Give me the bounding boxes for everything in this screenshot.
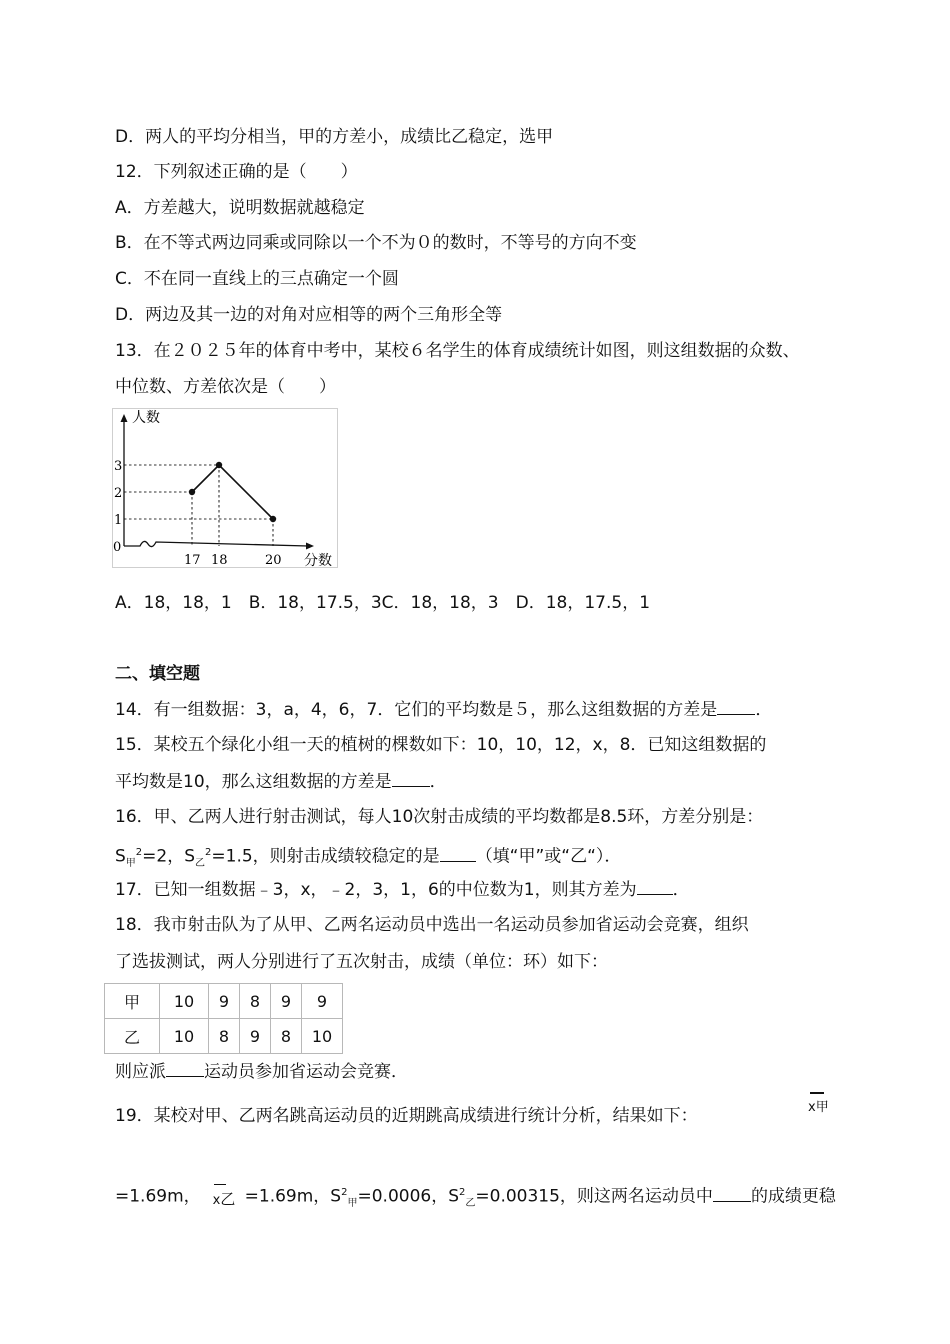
- q18-stem-line1: 18．我市射击队为了从甲、乙两名运动员中选出一名运动员参加省运动会竞赛，组织: [115, 915, 749, 935]
- q19-mean-jia: =1.69m，: [115, 1186, 201, 1207]
- q16-sup-1: 2: [135, 847, 143, 858]
- x-tick-label: 0: [113, 540, 122, 555]
- table-cell: 10: [160, 984, 209, 1019]
- q19-sup-2: 2: [459, 1187, 466, 1198]
- series-line: [192, 465, 273, 519]
- q19-x-sub-jia: 甲: [815, 1100, 829, 1115]
- x-tick-label: 17: [184, 553, 201, 568]
- data-point: [189, 489, 195, 495]
- table-cell: 8: [271, 1019, 302, 1054]
- q17-period: ．: [672, 880, 690, 900]
- q17-stem: [115, 878, 690, 901]
- x-tick-label: 18: [211, 553, 228, 568]
- q16-tail: （填“甲”或“乙“）．: [475, 846, 622, 867]
- q19-sub-yi: 乙: [465, 1198, 476, 1210]
- q19-x-symbol-1: x: [808, 1100, 816, 1115]
- q16-value-2: =1.5，则射击成绩较稳定的是: [211, 846, 440, 867]
- q18-text-a: 则应派: [115, 1062, 166, 1082]
- q11-option-d: D．两人的平均分相当，甲的方差小，成绩比乙稳定，选甲: [115, 127, 554, 147]
- q12-option-a: A．方差越大，说明数据就越稳定: [115, 198, 365, 218]
- q18-after-table: [115, 1060, 408, 1083]
- overline: [214, 1184, 226, 1186]
- x-axis-arrow: [306, 543, 314, 550]
- q16-sup-2: 2: [205, 847, 212, 858]
- q12-option-c: C．不在同一直线上的三点确定一个圆: [115, 269, 399, 289]
- table-cell: 10: [160, 1019, 209, 1054]
- q17-answer-blank[interactable]: [637, 878, 673, 895]
- q18-answer-blank[interactable]: [166, 1060, 204, 1077]
- table-cell: 9: [240, 1019, 271, 1054]
- q13-stem-line2: 中位数、方差依次是（ ）: [115, 377, 336, 397]
- y-axis-arrow: [121, 414, 128, 422]
- q19-xbar-yi-symbol: [213, 1188, 236, 1212]
- q19-mean-yi: =1.69m，S: [244, 1186, 342, 1207]
- q16-s-symbol: S: [115, 846, 126, 867]
- q16-stem-line1: 16．甲、乙两人进行射击测试，每人10次射击成绩的平均数都是8.5环，方差分别是：: [115, 807, 764, 827]
- q19-x-symbol-2: x: [212, 1192, 221, 1208]
- q19-answer-blank[interactable]: [713, 1185, 751, 1202]
- q15-text: 平均数是10，那么这组数据的方差是: [115, 772, 392, 792]
- table-cell: 10: [302, 1019, 343, 1054]
- x-tick-label: 20: [265, 553, 282, 568]
- q16-stem-line2: [115, 842, 621, 875]
- table-row: [105, 1019, 343, 1054]
- row-name-yi: 乙: [105, 1019, 160, 1054]
- q19-sup-1: 2: [341, 1187, 348, 1198]
- y-tick-label: 3: [114, 459, 123, 474]
- y-axis-label: 人数: [132, 410, 160, 426]
- data-point: [216, 462, 222, 468]
- data-point: [270, 516, 276, 522]
- table-row: [105, 984, 343, 1019]
- q19-x-sub-yi: 乙: [220, 1189, 236, 1208]
- q13-line-chart: [112, 408, 338, 568]
- x-axis-label: 分数: [304, 553, 332, 568]
- q12-stem: 12．下列叙述正确的是（ ）: [115, 162, 358, 182]
- y-tick-label: 2: [114, 486, 123, 501]
- q12-option-b: B．在不等式两边同乘或同除以一个不为０的数时，不等号的方向不变: [115, 233, 637, 253]
- q18-stem-line2: 了选拔测试，两人分别进行了五次射击，成绩（单位：环）如下：: [115, 952, 608, 972]
- row-name-jia: 甲: [105, 984, 160, 1019]
- q16-sub-yi: 乙: [195, 858, 206, 870]
- q19-xbar-jia: [808, 1096, 829, 1115]
- table-cell: 8: [240, 984, 271, 1019]
- y-tick-label: 1: [114, 513, 123, 528]
- section-fill-in-title: 二、填空题: [115, 664, 200, 684]
- q19-var-jia: =0.0006，S: [357, 1186, 460, 1207]
- q14-period: ．: [755, 700, 773, 720]
- q14-answer-blank[interactable]: [717, 698, 755, 715]
- q19-sub-jia: 甲: [347, 1198, 358, 1210]
- q14-text: 14．有一组数据：3，a，4，6，7．它们的平均数是５，那么这组数据的方差是: [115, 700, 718, 720]
- table-cell: 9: [209, 984, 240, 1019]
- q14-stem: [115, 698, 772, 721]
- q19-tail: 的成绩更稳: [750, 1186, 836, 1207]
- q19-stem-line2: [115, 1182, 836, 1215]
- table-cell: 8: [209, 1019, 240, 1054]
- q12-option-d: D．两边及其一边的对角对应相等的两个三角形全等: [115, 305, 503, 325]
- table-cell: 9: [302, 984, 343, 1019]
- q18-text-b: 运动员参加省运动会竞赛．: [204, 1062, 408, 1082]
- q16-answer-blank[interactable]: [440, 845, 476, 862]
- q15-answer-blank[interactable]: [392, 770, 430, 787]
- q16-value-1: =2，S: [142, 846, 196, 867]
- q18-score-table: [104, 983, 343, 1054]
- q16-sub-jia: 甲: [125, 858, 136, 870]
- q17-text: 17．已知一组数据﹣3，x，﹣2，3，1，6的中位数为1，则其方差为: [115, 880, 637, 900]
- table-cell: 9: [271, 984, 302, 1019]
- x-axis: [124, 541, 308, 546]
- q19-var-yi: =0.00315，则这两名运动员中: [475, 1186, 713, 1207]
- q15-period: ．: [429, 772, 447, 792]
- q15-stem-line2: [115, 770, 447, 793]
- q13-options: A．18，18，1 B．18，17.5，3C．18，18，3 D．18，17.5，1: [115, 593, 651, 613]
- overline: [810, 1092, 824, 1094]
- q19-stem-line1: 19．某校对甲、乙两名跳高运动员的近期跳高成绩进行统计分析，结果如下：: [115, 1106, 698, 1126]
- q13-stem-line1: 13．在２０２５年的体育中考中，某校６名学生的体育成绩统计如图，则这组数据的众数、: [115, 341, 800, 361]
- q15-stem-line1: 15．某校五个绿化小组一天的植树的棵数如下：10，10，12，x，8．已知这组数据的: [115, 735, 767, 755]
